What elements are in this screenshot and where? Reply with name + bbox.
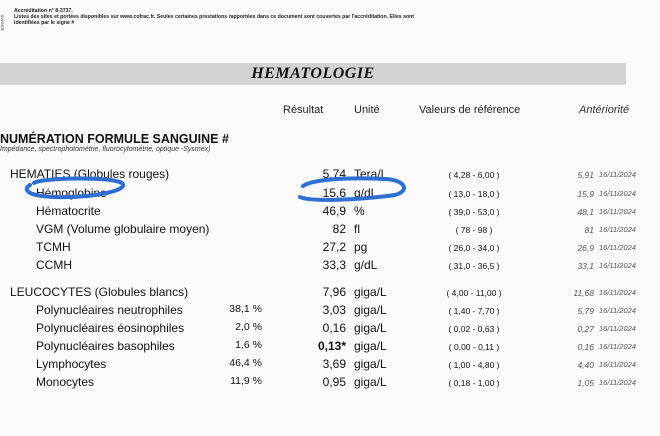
row-previous-date: 16/11/2024 [599, 342, 636, 351]
row-unit: g/dL [354, 258, 378, 272]
row-percentage: 46,4 % [229, 357, 262, 369]
row-unit: giga/L [354, 357, 387, 371]
row-percentage: 11,9 % [230, 375, 262, 387]
row-previous-value: 4,40 [577, 360, 594, 370]
row-unit: fl [354, 222, 360, 236]
row-unit: giga/L [354, 375, 387, 389]
row-result: 33,3 [322, 258, 346, 272]
row-percentage: 38,1 % [229, 303, 262, 315]
accreditation-line-1: Accréditation n° 8-3737. [14, 8, 73, 14]
row-label: VGM (Volume globulaire moyen) [36, 222, 210, 236]
row-reference-range: ( 13,0 - 18,0 ) [448, 189, 500, 199]
header-reference: Valeurs de référence [419, 104, 521, 116]
row-reference-range: ( 1,00 - 4,80 ) [448, 360, 500, 370]
row-label: CCMH [36, 258, 72, 272]
row-previous-value: 1,05 [577, 378, 594, 388]
row-previous-date: 16/11/2024 [599, 324, 636, 333]
row-result: 7,96 [322, 285, 346, 299]
row-previous-value: 0,27 [577, 324, 594, 334]
row-unit: giga/L [354, 303, 387, 317]
row-result: 5,74 [322, 167, 346, 181]
row-reference-range: ( 78 - 98 ) [455, 225, 493, 235]
row-previous-value: 48,1 [577, 207, 594, 217]
row-previous-value: 5,91 [577, 170, 594, 180]
row-previous-value: 81 [584, 225, 594, 235]
row-reference-range: ( 0,02 - 0,63 ) [448, 324, 500, 334]
row-result: 0,16 [322, 321, 346, 335]
row-unit: % [354, 204, 365, 218]
row-previous-date: 16/11/2024 [599, 207, 636, 216]
row-unit: pg [354, 240, 368, 254]
row-reference-range: ( 4,00 - 11,00 ) [446, 288, 502, 298]
panel-title: NUMÉRATION FORMULE SANGUINE # [0, 132, 229, 146]
row-previous-date: 16/11/2024 [599, 261, 636, 270]
row-previous-date: 16/11/2024 [599, 225, 636, 234]
row-unit: g/dL [354, 186, 378, 200]
row-previous-date: 16/11/2024 [599, 243, 636, 252]
row-unit: giga/L [354, 321, 387, 335]
row-percentage: 1,6 % [235, 339, 262, 351]
row-label: Hématocrite [36, 204, 101, 218]
row-unit: giga/L [354, 339, 387, 353]
row-reference-range: ( 4,28 - 6,00 ) [448, 170, 500, 180]
row-result: 0,13* [317, 339, 346, 353]
row-previous-value: 15,9 [577, 189, 594, 199]
row-previous-date: 16/11/2024 [599, 288, 636, 297]
row-reference-range: ( 39,0 - 53,0 ) [448, 207, 500, 217]
accreditation-line-3: identifiées par le signe # [14, 20, 75, 26]
row-previous-date: 16/11/2024 [599, 378, 636, 387]
row-result: 27,2 [322, 240, 346, 254]
header-previous: Antériorité [579, 104, 630, 116]
row-label: Polynucléaires basophiles [36, 339, 175, 353]
row-previous-value: 33,1 [577, 261, 594, 271]
row-label: HEMATIES (Globules rouges) [10, 167, 170, 181]
row-label: Hémoglobine [36, 186, 107, 200]
row-reference-range: ( 0,18 - 1,00 ) [448, 378, 500, 388]
row-result: 82 [332, 222, 346, 236]
row-result: 0,95 [322, 375, 346, 389]
section-title: HEMATOLOGIE [251, 65, 375, 82]
row-reference-range: ( 1,40 - 7,70 ) [448, 306, 500, 316]
row-label: TCMH [36, 240, 71, 254]
row-unit: Tera/L [354, 167, 388, 181]
row-previous-date: 16/11/2024 [599, 170, 636, 179]
row-result: 3,69 [322, 357, 346, 371]
row-previous-value: 11,68 [573, 288, 594, 298]
row-previous-value: 0,16 [577, 342, 594, 352]
row-previous-value: 26,9 [577, 243, 594, 253]
row-percentage: 2,0 % [235, 321, 262, 333]
row-label: Polynucléaires neutrophiles [36, 303, 183, 317]
header-unit: Unité [354, 104, 380, 116]
row-reference-range: ( 31,0 - 36,5 ) [448, 261, 500, 271]
row-previous-date: 16/11/2024 [599, 360, 636, 369]
row-result: 3,03 [322, 303, 346, 317]
row-label: Monocytes [36, 375, 95, 389]
row-result: 46,9 [322, 204, 346, 218]
accreditation-line-2: Listes des sites et portées disponibles sur www.cofrac.fr. Seules certaines prestations rapportées dans ce document sont couvertes par l'accréditation. Elles sont [14, 14, 415, 20]
panel-subtitle: Impédance, spectrophotométrie, fluorocytométrie, optique -Sysmex) [0, 146, 211, 153]
cofrac-side-mark: ESSAIS [0, 14, 5, 31]
row-unit: giga/L [354, 285, 387, 299]
row-result: 15,6 [322, 186, 346, 200]
row-label: LEUCOCYTES (Globules blancs) [10, 285, 189, 299]
row-reference-range: ( 0,00 - 0,11 ) [448, 342, 500, 352]
row-reference-range: ( 26,0 - 34,0 ) [448, 243, 500, 253]
row-label: Lymphocytes [36, 357, 107, 371]
row-previous-date: 16/11/2024 [599, 189, 636, 198]
row-previous-value: 5,79 [577, 306, 594, 316]
row-label: Polynucléaires éosinophiles [36, 321, 185, 335]
header-result: Résultat [283, 104, 324, 116]
row-previous-date: 16/11/2024 [599, 306, 636, 315]
